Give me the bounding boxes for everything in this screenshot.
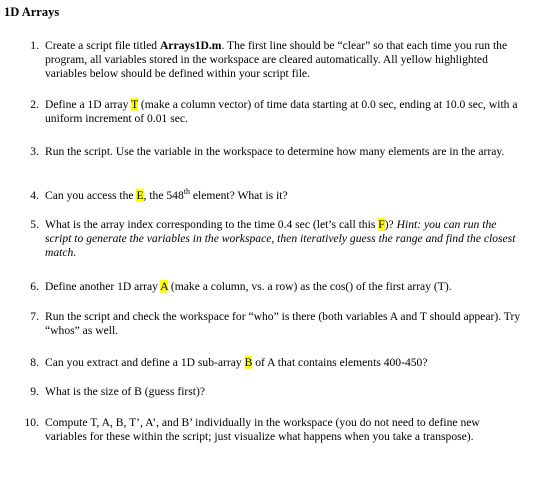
hint-text: Hint: you can run the script to generate the variables in the workspace, then iteratively guess the range and find the closest match. [45,218,516,259]
item-text: Create a script file titled Arrays1D.m. The first line should be “clear” so that each time you run the program, all variables stored in the workspace are cleared automatically. All yellow highlighted variables below should be defined within your script file. [45,39,508,80]
list-item-7 [21,310,521,338]
list-item-10 [21,416,521,444]
list-item-3 [21,145,521,159]
item-text: Run the script. Use the variable in the workspace to determine how many elements are in the array. [45,145,505,158]
list-item-2 [21,98,521,126]
item-number: 1. [30,39,39,52]
item-number: 5. [30,218,39,231]
item-number: 10. [24,416,39,429]
highlighted-variable: T [131,98,138,111]
list-item-9 [21,385,521,399]
item-number: 2. [30,98,39,111]
list-item-8 [21,356,521,370]
item-text: Run the script and check the workspace for “who” is there (both variables A and T should appear). Try “whos” as well. [45,310,521,337]
document-title: 1D Arrays [4,5,60,19]
list-item-6 [21,280,521,294]
script-filename: Arrays1D.m [159,39,222,52]
item-number: 3. [30,145,39,158]
highlighted-variable: B [244,356,253,369]
list-item-4 [21,189,521,203]
item-number: 8. [30,356,39,369]
highlighted-variable: A [160,280,168,293]
item-text: Define a 1D array T (make a column vector) of time data starting at 0.0 sec, ending at 10.0 sec, with a uniform increment of 0.01 sec. [45,98,518,125]
item-text: Define another 1D array A (make a column, vs. a row) as the cos() of the first array (T). [45,280,452,293]
highlighted-variable: F [378,218,385,231]
item-text: Can you extract and define a 1D sub-array B of A that contains elements 400-450? [45,356,428,369]
item-text: What is the array index corresponding to the time 0.4 sec (let’s call this F)? Hint: you can run the script to generate the variables in the workspace, then iteratively guess the range and find the closest match. [45,218,516,259]
item-text: Compute T, A, B, T’, A’, and B’ individually in the workspace (you do not need to define new variables for these within the script; just visualize what happens when you take a transpose). [45,416,480,443]
list-item-1 [21,39,521,80]
item-number: 4. [30,189,39,202]
highlighted-variable: E [136,189,144,202]
item-text: What is the size of B (guess first)? [45,385,206,398]
item-text: Can you access the E, the 548th element? What is it? [45,187,288,202]
item-number: 6. [30,280,39,293]
item-number: 7. [30,310,39,323]
list-item-5 [21,218,521,259]
item-number: 9. [30,385,39,398]
